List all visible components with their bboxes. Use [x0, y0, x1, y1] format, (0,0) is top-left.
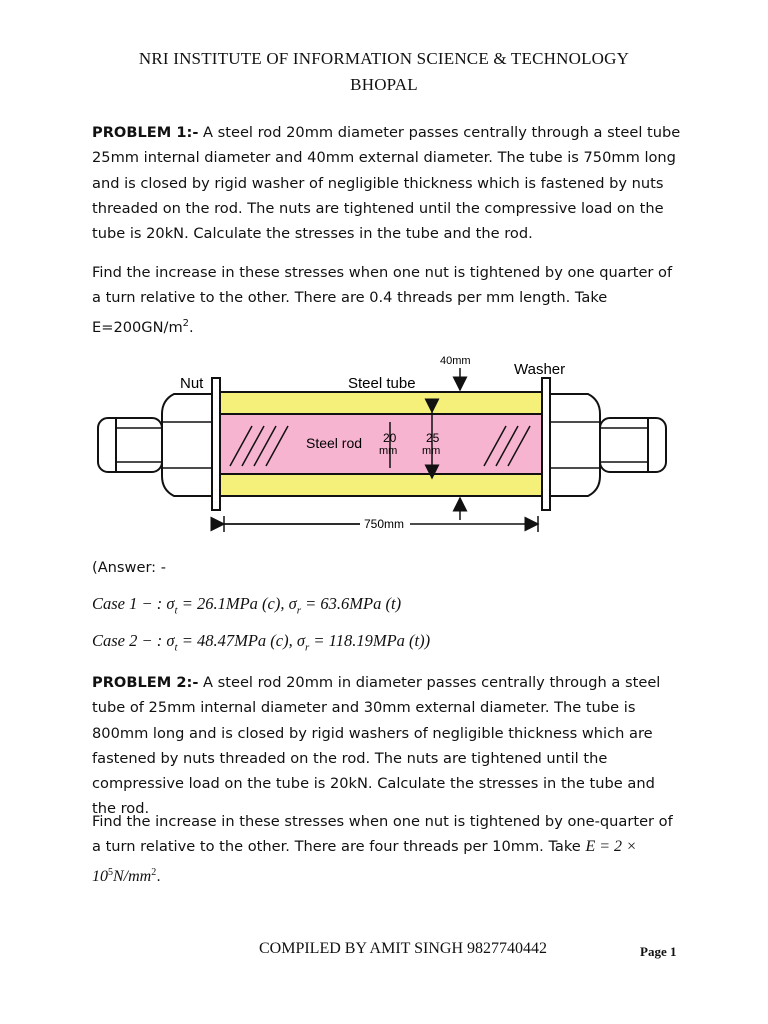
case2-sigma-t-sub: t: [174, 641, 178, 654]
problem1-text: A steel rod 20mm diameter passes centrally through a steel tube 25mm internal diameter and 40mm external diameter. The tube is 750mm long and is closed by rigid washer of negligible thickness which is fastened by nuts threaded on the rod. The nuts are tightened until the compressive load on the tube is 20kN. Calculate the stresses in the tube and the rod.: [92, 124, 681, 243]
problem2-para2-math: E = 2 × 10: [92, 838, 637, 885]
tube-top-wall: [220, 392, 542, 414]
footer-page-number: Page 1: [640, 944, 677, 959]
label-25-unit: mm: [422, 445, 441, 457]
label-steel-tube: Steel tube: [348, 375, 416, 392]
case1-sigma-t-sub: t: [174, 604, 178, 617]
footer-compiled: COMPILED BY AMIT SINGH 9827740442: [259, 940, 548, 957]
problem1-label: PROBLEM 1:-: [92, 124, 199, 141]
problem1-paragraph: [92, 120, 682, 246]
problem2-para2-unit: N/mm: [113, 867, 152, 885]
label-40mm: 40mm: [440, 355, 471, 367]
right-bolt-end: [600, 418, 666, 472]
case2-prefix: Case 2 − :: [92, 631, 167, 650]
problem2-para2-sup: 5: [108, 866, 113, 878]
right-washer: [542, 378, 550, 510]
case1-prefix: Case 1 − :: [92, 594, 167, 613]
answer-label: (Answer: -: [92, 559, 167, 576]
steel-rod: [220, 414, 542, 474]
left-washer: [212, 378, 220, 510]
rod-tube-diagram: [90, 350, 680, 540]
case1-sigma-t-value: = 26.1MPa (c),: [177, 594, 289, 613]
answer-case2: [92, 631, 430, 653]
case2-sigma-r: σ: [296, 631, 306, 650]
problem2-label: PROBLEM 2:-: [92, 674, 199, 691]
answer-case1: [92, 594, 401, 616]
problem2-paragraph2: [92, 809, 682, 889]
label-20-unit: mm: [379, 445, 398, 457]
problem2-text: A steel rod 20mm in diameter passes centrally through a steel tube of 25mm internal diameter and 30mm external diameter. The tube is 800mm long and is closed by rigid washers of negligible thickness which are fastened by nuts threaded on the rod. The nuts are tightened until the compressive load on the tube is 20kN. Calculate the stresses in the tube and the rod.: [92, 674, 661, 818]
label-20: 20: [383, 431, 397, 445]
label-steel-rod: Steel rod: [306, 435, 363, 451]
case1-sigma-t: σ: [166, 594, 175, 613]
case2-sigma-r-value: = 118.19MPa (t)): [309, 631, 431, 650]
label-washer: Washer: [514, 361, 566, 378]
problem2-para2-end: .: [156, 867, 161, 885]
problem1-paragraph2: [92, 260, 682, 340]
label-nut: Nut: [180, 375, 204, 392]
header-institute: NRI INSTITUTE OF INFORMATION SCIENCE & TECHNOLOGY: [138, 49, 630, 68]
left-nut: [162, 394, 212, 496]
label-750mm: 750mm: [364, 517, 405, 531]
problem1-para2-text: Find the increase in these stresses when one nut is tightened by one quarter of a turn relative to the other. There are 0.4 threads per mm length. Take E=200GN/m: [92, 264, 673, 336]
header-city: BHOPAL: [350, 75, 418, 94]
case2-sigma-r-sub: r: [305, 641, 310, 654]
right-nut: [550, 394, 600, 496]
problem1-para2-sup: 2: [182, 317, 190, 329]
problem1-para2-end: .: [189, 318, 194, 336]
left-bolt-end: [98, 418, 162, 472]
problem2-para2-unit-sup: 2: [151, 866, 157, 878]
label-25: 25: [426, 431, 440, 445]
case2-sigma-t-value: = 48.47MPa (c),: [177, 631, 297, 650]
case1-sigma-r-sub: r: [296, 604, 302, 617]
problem2-para2-text: Find the increase in these stresses when one nut is tightened by one-quarter of a turn relative to the other. There are four threads per 10mm. Take: [92, 813, 673, 856]
case2-sigma-t: σ: [166, 631, 175, 650]
case1-sigma-r-value: = 63.6MPa (t): [301, 594, 402, 613]
case1-sigma-r: σ: [288, 594, 297, 613]
tube-bottom-wall: [220, 474, 542, 496]
problem2-paragraph: [92, 670, 682, 822]
